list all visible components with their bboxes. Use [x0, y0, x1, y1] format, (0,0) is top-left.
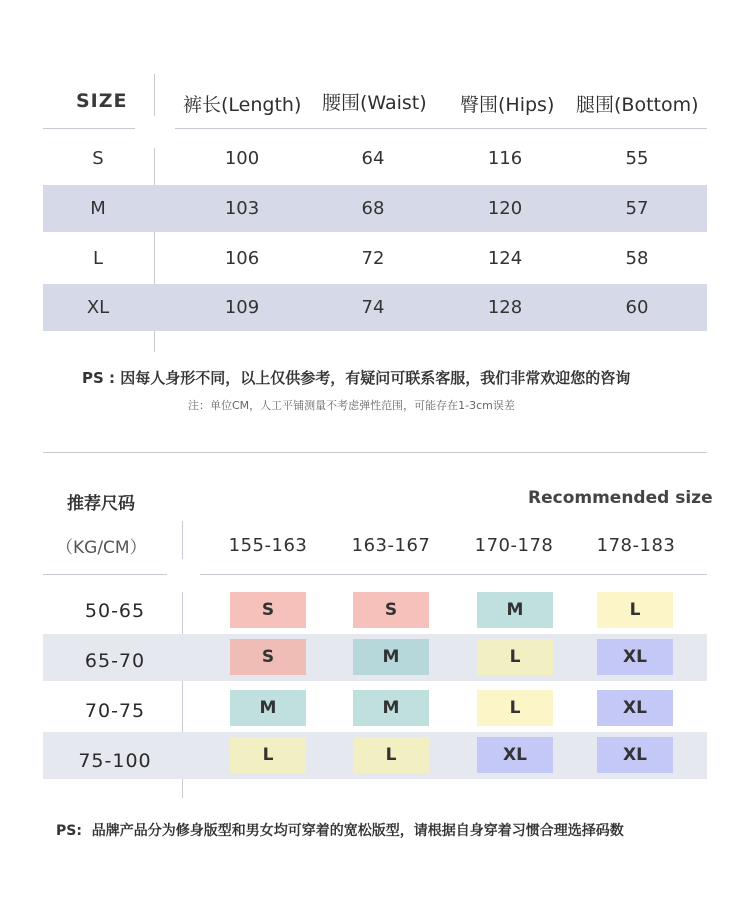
hips-cell: 116	[487, 148, 523, 169]
bottom-cell: 55	[625, 148, 649, 169]
size-chip: M	[353, 690, 429, 726]
section-divider	[43, 452, 707, 453]
size-chip: S	[230, 639, 306, 675]
size-header: SIZE	[76, 90, 128, 112]
size-chip: XL	[597, 690, 673, 726]
size-table-ps: PS : 因每人身形不同，以上仅供参考，有疑问可联系客服，我们非常欢迎您的咨询	[82, 369, 631, 387]
hips-header: 臀围(Hips)	[460, 94, 555, 116]
size-chip: M	[230, 690, 306, 726]
length-cell: 100	[224, 148, 260, 169]
weight-range: 75-100	[78, 750, 152, 772]
height-range-header: 155-163	[228, 535, 308, 556]
size-chip: XL	[477, 737, 553, 773]
size-chip: S	[230, 592, 306, 628]
size-chip: M	[353, 639, 429, 675]
size-table-note: 注：单位CM，人工平铺测量不考虑弹性范围，可能存在1-3cm误差	[188, 399, 515, 412]
bottom-cell: 60	[625, 297, 649, 318]
recommend-title-cn: 推荐尺码	[67, 494, 135, 514]
header-divider-right	[175, 128, 707, 129]
hips-cell: 120	[487, 198, 523, 219]
size-chip: XL	[597, 639, 673, 675]
size-chip: M	[477, 592, 553, 628]
length-cell: 106	[224, 248, 260, 269]
header-divider-left	[43, 574, 167, 575]
bottom-cell: 58	[625, 248, 649, 269]
waist-cell: 72	[361, 248, 385, 269]
waist-cell: 64	[361, 148, 385, 169]
header-divider-right	[200, 574, 707, 575]
bottom-header: 腿围(Bottom)	[576, 94, 699, 116]
size-chip: S	[353, 592, 429, 628]
length-header: 裤长(Length)	[183, 94, 302, 116]
size-chip: L	[597, 592, 673, 628]
size-chip: L	[230, 737, 306, 773]
waist-header: 腰围(Waist)	[322, 92, 427, 114]
recommend-table-ps: PS: 品牌产品分为修身版型和男女均可穿着的宽松版型，请根据自身穿着习惯合理选择码数	[56, 823, 624, 839]
hips-cell: 128	[487, 297, 523, 318]
weight-range: 50-65	[84, 600, 146, 622]
length-cell: 109	[224, 297, 260, 318]
column-divider-top	[182, 521, 183, 559]
unit-label: （KG/CM）	[56, 538, 147, 558]
length-cell: 103	[224, 198, 260, 219]
size-chip: L	[477, 639, 553, 675]
height-range-header: 163-167	[351, 535, 431, 556]
size-cell: S	[92, 148, 104, 169]
column-divider-top	[154, 74, 155, 116]
weight-range: 70-75	[84, 700, 146, 722]
size-chip: L	[477, 690, 553, 726]
hips-cell: 124	[487, 248, 523, 269]
weight-range: 65-70	[84, 650, 146, 672]
height-range-header: 178-183	[596, 535, 676, 556]
bottom-cell: 57	[625, 198, 649, 219]
height-range-header: 170-178	[474, 535, 554, 556]
waist-cell: 68	[361, 198, 385, 219]
recommend-title-en: Recommended size	[528, 488, 713, 508]
size-chip: L	[353, 737, 429, 773]
waist-cell: 74	[361, 297, 385, 318]
header-divider-left	[43, 128, 135, 129]
size-cell: M	[90, 198, 106, 219]
size-cell: XL	[86, 297, 110, 318]
size-cell: L	[92, 248, 104, 269]
size-chip: XL	[597, 737, 673, 773]
